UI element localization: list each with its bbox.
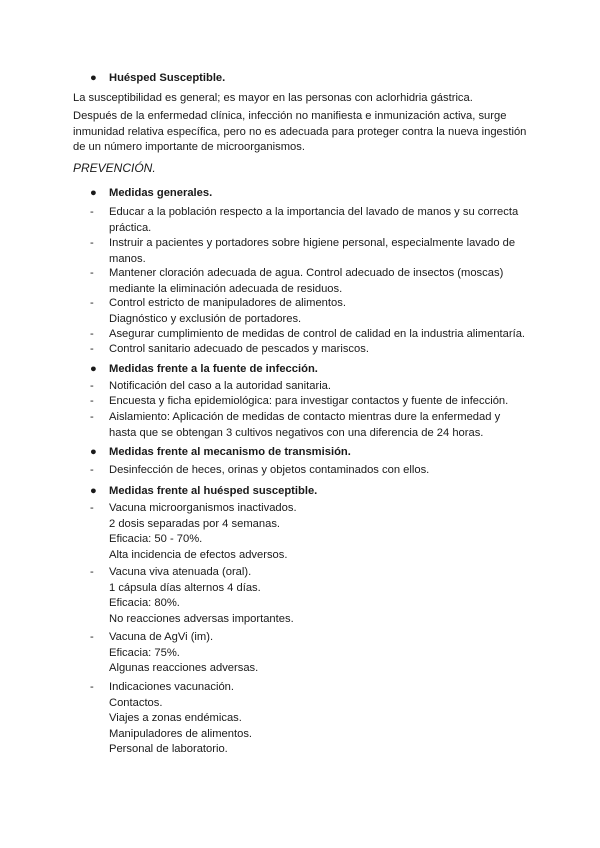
dash-icon: - xyxy=(90,566,94,578)
dash-icon: - xyxy=(90,237,94,249)
dash-icon: - xyxy=(90,206,94,218)
dash-icon: - xyxy=(90,502,94,514)
dash-icon: - xyxy=(90,343,94,355)
document-page: ● Huésped Susceptible. La susceptibilidad es general; es mayor en las personas con aclorhidria gástrica. Después de la enfermedad clínica, infección no manifiesta e inmunización activa, surge inmunidad relativa específica, pero no es adecuada para proteger contra la nueva ingestión de un número importante de microorganismos. PREVENCIÓN. ● Medidas generales. - Educar a la población respecto a la importancia del lavado de manos y su correcta práctica. - Instruir a pacientes y portadores sobre higiene personal, especialmente lavado de manos. - Mantener cloración adecuada de agua. Control adecuado de insectos (moscas) mediante la eliminación adecuada de residuos. - Control estricto de manipuladores de alimentos. Diagnóstico y exclusión de portadores. - Asegurar cumplimiento de medidas de control de calidad en la industria alimentaría. - Control sanitario adecuado de pescados y mariscos. ● Medidas frente a la fuente de infección. - Notificación del caso a la autoridad sanitaria. - Encuesta y ficha epidemiológica: para investigar contactos y fuente de infección. - Aislamiento: Aplicación de medidas de contacto mientras dure la enfermedad y hasta que se obtengan 3 cultivos negativos con una diferencia de 24 horas. ● Medidas frente al mecanismo de transmisión. - Desinfección de heces, orinas y objetos contaminados con ellos. ● Medidas frente al huésped susceptible. - Vacuna microorganismos inactivados. 2 dosis separadas por 4 semanas. Eficacia: 50 - 70%. Alta incidencia de efectos adversos. - Vacuna viva atenuada (oral). 1 cápsula días alternos 4 días. Eficacia: 80%. No reacciones adversas importantes. - Vacuna de AgVi (im). Eficacia: 75%. Algunas reacciones adversas. - Indicaciones vacunación. Contactos. Viajes a zonas endémicas. Manipuladores de alimentos. Personal de laboratorio. xyxy=(0,0,600,848)
dash-icon: - xyxy=(90,631,94,643)
bullet-icon: ● xyxy=(90,363,97,375)
bullet-icon: ● xyxy=(90,187,97,199)
bullet-icon: ● xyxy=(90,446,97,458)
dash-icon: - xyxy=(90,464,94,476)
host-paragraph-2: Después de la enfermedad clínica, infección no manifiesta e inmunización activa, surge inmunidad relativa específica, pero no es adecuada para proteger contra la nueva ingestión de un número importante de microorganismos. xyxy=(73,110,527,153)
dash-icon: - xyxy=(90,395,94,407)
host-paragraph-1: La susceptibilidad es general; es mayor en las personas con aclorhidria gástrica. xyxy=(73,92,473,104)
dash-icon: - xyxy=(90,267,94,279)
dash-icon: - xyxy=(90,380,94,392)
dash-icon: - xyxy=(90,328,94,340)
bullet-icon: ● xyxy=(90,485,97,497)
bullet-icon: ● xyxy=(90,72,97,84)
dash-icon: - xyxy=(90,297,94,309)
prevention-title: PREVENCIÓN. xyxy=(73,161,156,175)
dash-icon: - xyxy=(90,411,94,423)
dash-icon: - xyxy=(90,681,94,693)
